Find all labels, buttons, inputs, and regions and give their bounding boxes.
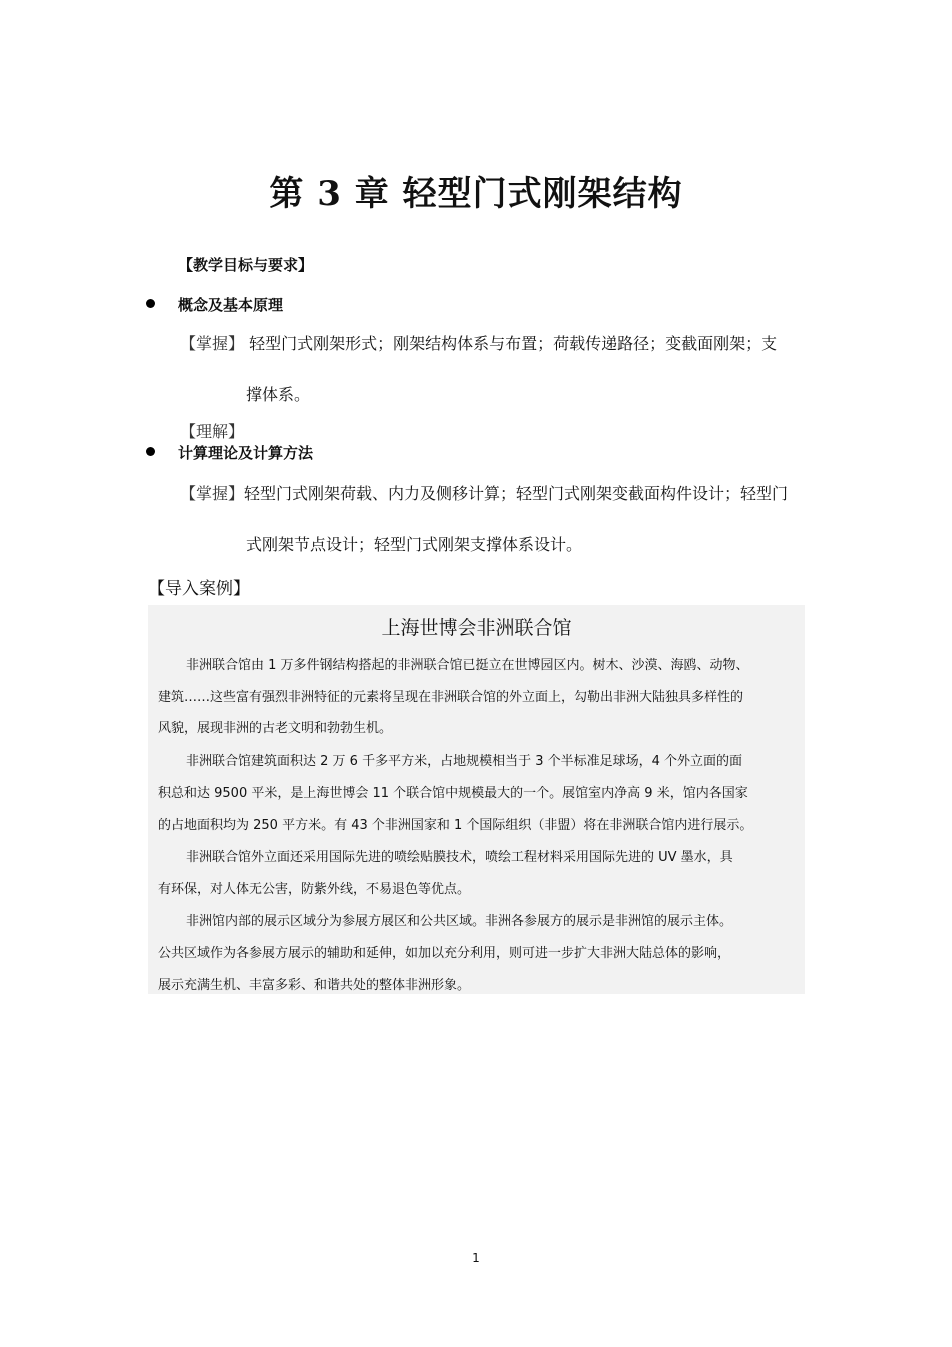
page-number: 1 — [472, 1251, 480, 1265]
section-calculation-heading: 计算理论及计算方法 — [178, 444, 314, 462]
case-title: 上海世博会非洲联合馆 — [381, 617, 572, 639]
master-tag: 【掌握】 — [180, 484, 245, 503]
teaching-goals-heading: 【教学目标与要求】 — [178, 256, 314, 274]
master-line-1 — [180, 331, 777, 354]
case-paragraph-line: 非洲联合馆由 1 万多件钢结构搭起的非洲联合馆已挺立在世博园区内。树木、沙漠、海鸥、动物、 — [186, 658, 749, 673]
case-paragraph-line: 公共区域作为各参展方展示的辅助和延伸，如加以充分利用，则可进一步扩大非洲大陆总体的影响， — [158, 946, 731, 961]
case-paragraph-line: 非洲馆内部的展示区域分为参展方展区和公共区域。非洲各参展方的展示是非洲馆的展示主体。 — [186, 914, 733, 929]
case-paragraph-line: 的占地面积均为 250 平方米。有 43 个非洲国家和 1 个国际组织（非盟）将在非洲联合馆内进行展示。 — [158, 818, 753, 833]
case-paragraph-line: 非洲联合馆建筑面积达 2 万 6 千多平方米，占地规模相当于 3 个半标准足球场，4 个外立面的面 — [186, 754, 743, 769]
case-paragraph-line: 风貌，展现非洲的古老文明和勃勃生机。 — [158, 721, 393, 736]
case-paragraph-line: 非洲联合馆外立面还采用国际先进的喷绘贴膜技术，喷绘工程材料采用国际先进的 UV 墨水，具 — [186, 850, 733, 865]
master-line-2: 撑体系。 — [246, 385, 311, 404]
case-study-box — [148, 605, 805, 994]
master-line-1 — [180, 481, 788, 504]
master-text: 轻型门式刚架荷载、内力及侧移计算；轻型门式刚架变截面构件设计；轻型门 — [244, 484, 789, 503]
case-paragraph-line: 有环保，对人体无公害，防紫外线，不易退色等优点。 — [158, 882, 471, 897]
master-tag: 【掌握】 — [180, 334, 245, 353]
understand-tag: 【理解】 — [180, 422, 245, 441]
case-paragraph-line: 积总和达 9500 平米，是上海世博会 11 个联合馆中规模最大的一个。展馆室内净高 9 米，馆内各国家 — [158, 786, 748, 801]
master-text: 轻型门式刚架形式；刚架结构体系与布置；荷载传递路径；变截面刚架；支 — [244, 334, 778, 353]
case-paragraph-line: 建筑……这些富有强烈非洲特征的元素将呈现在非洲联合馆的外立面上，勾勒出非洲大陆独具多样性的 — [158, 690, 744, 705]
case-paragraph-line: 展示充满生机、丰富多彩、和谐共处的整体非洲形象。 — [158, 978, 471, 993]
intro-case-heading: 【导入案例】 — [148, 579, 250, 599]
master-line-2: 式刚架节点设计；轻型门式刚架支撑体系设计。 — [246, 535, 583, 554]
section-concepts-heading: 概念及基本原理 — [178, 296, 284, 314]
bullet-dot — [146, 299, 155, 308]
chapter-title: 第 3 章 轻型门式刚架结构 — [269, 174, 683, 214]
bullet-dot — [146, 447, 155, 456]
